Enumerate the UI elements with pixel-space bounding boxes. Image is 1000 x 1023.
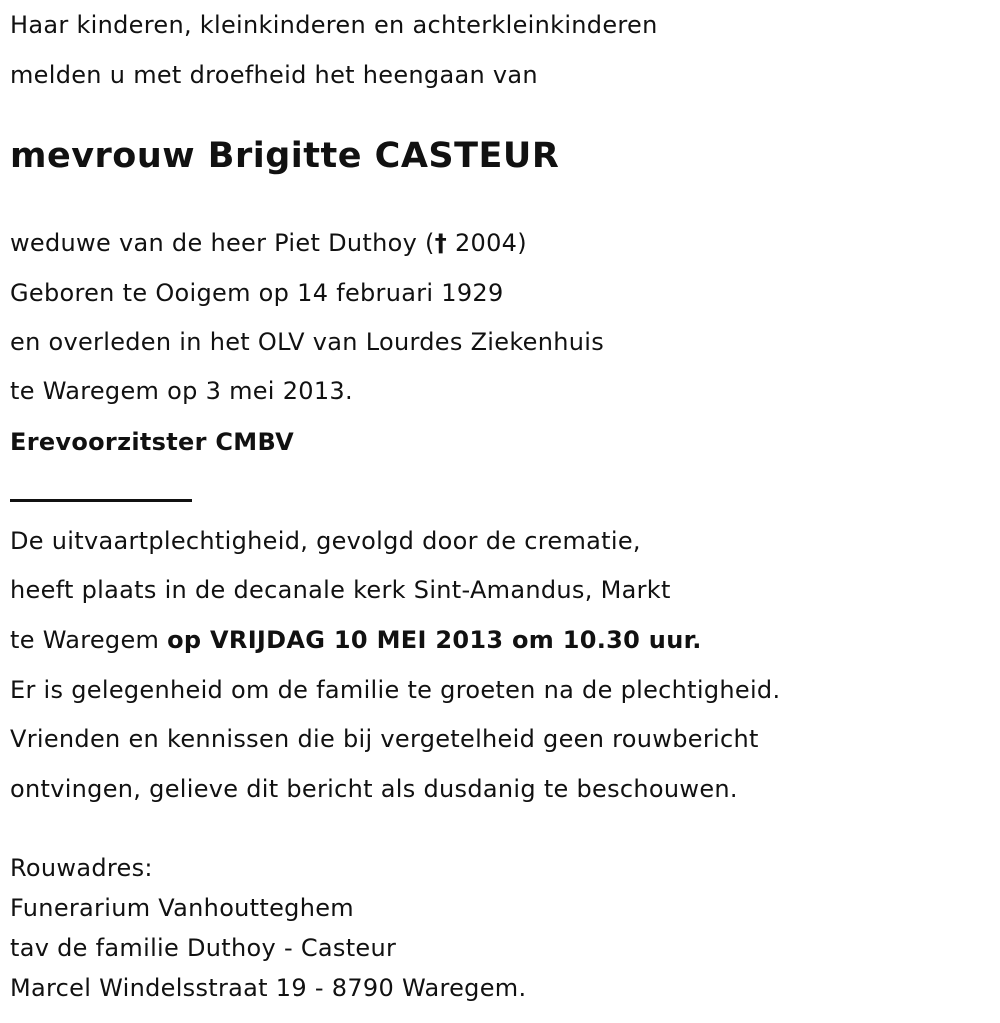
section-divider	[10, 499, 192, 502]
died-line-2: te Waregem op 3 mei 2013.	[10, 377, 353, 405]
ceremony-line-3	[10, 625, 702, 655]
cross-icon: †	[434, 229, 448, 257]
ceremony-datetime: op VRIJDAG 10 MEI 2013 om 10.30 uur.	[167, 626, 702, 654]
address-line-2: tav de familie Duthoy - Casteur	[10, 934, 397, 962]
ceremony-line-6: ontvingen, gelieve dit bericht als dusdanig te beschouwen.	[10, 775, 738, 803]
address-line-3: Marcel Windelsstraat 19 - 8790 Waregem.	[10, 974, 527, 1002]
intro-line-1: Haar kinderen, kleinkinderen en achterkleinkinderen	[10, 11, 658, 39]
widow-line	[10, 228, 527, 258]
born-line: Geboren te Ooigem op 14 februari 1929	[10, 279, 504, 307]
ceremony-line-5: Vrienden en kennissen die bij vergetelheid geen rouwbericht	[10, 725, 759, 753]
honorary-title: Erevoorzitster CMBV	[10, 428, 294, 456]
died-line-1: en overleden in het OLV van Lourdes Ziekenhuis	[10, 328, 605, 356]
widow-prefix: weduwe van de heer Piet Duthoy (	[10, 229, 435, 257]
address-label: Rouwadres:	[10, 854, 153, 882]
ceremony-line-1: De uitvaartplechtigheid, gevolgd door de crematie,	[10, 527, 641, 555]
intro-line-2: melden u met droefheid het heengaan van	[10, 61, 538, 89]
ceremony-location: te Waregem	[10, 626, 168, 654]
deceased-name: mevrouw Brigitte CASTEUR	[10, 136, 560, 176]
ceremony-line-4: Er is gelegenheid om de familie te groeten na de plechtigheid.	[10, 676, 781, 704]
address-line-1: Funerarium Vanhoutteghem	[10, 894, 354, 922]
widow-suffix: 2004)	[447, 229, 527, 257]
ceremony-line-2: heeft plaats in de decanale kerk Sint-Amandus, Markt	[10, 576, 671, 604]
